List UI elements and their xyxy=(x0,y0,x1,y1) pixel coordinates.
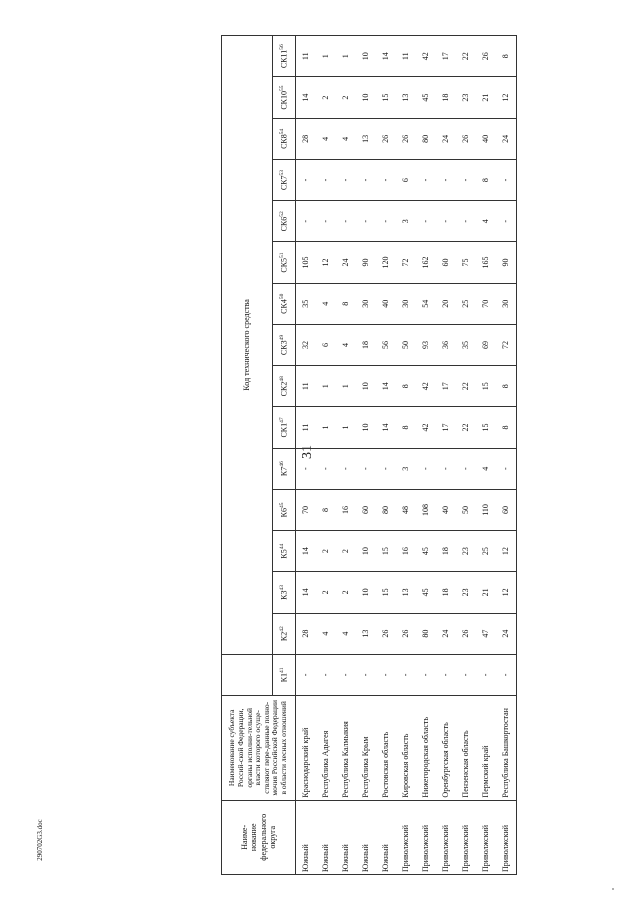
cell-value: 60 xyxy=(436,242,456,283)
table-body xyxy=(296,36,517,875)
cell-value: 3 xyxy=(396,201,416,242)
cell-value: - xyxy=(496,654,517,695)
cell-subject: Республика Башкортостан xyxy=(496,695,517,800)
cell-value: - xyxy=(336,654,356,695)
cell-value: 11 xyxy=(396,36,416,77)
cell-value: 11 xyxy=(296,366,317,407)
cell-value: 4 xyxy=(336,324,356,365)
cell-value: 21 xyxy=(476,572,496,613)
cell-value: 10 xyxy=(356,366,376,407)
cell-value: 69 xyxy=(476,324,496,365)
table-row xyxy=(456,36,476,875)
cell-value: 21 xyxy=(476,77,496,118)
cell-value: 22 xyxy=(456,407,476,448)
header-code-ск5: $СК5^{51}$ xyxy=(273,242,296,283)
cell-value: 14 xyxy=(376,36,396,77)
cell-value: 10 xyxy=(356,36,376,77)
cell-value: 8 xyxy=(396,407,416,448)
technical-means-table-wrapper xyxy=(221,35,511,875)
cell-value: - xyxy=(436,448,456,489)
scan-speck xyxy=(612,888,614,890)
table-row xyxy=(296,36,317,875)
cell-value: 26 xyxy=(456,118,476,159)
cell-value: - xyxy=(296,654,317,695)
cell-district: Южный xyxy=(316,800,336,874)
table-row xyxy=(496,36,517,875)
cell-value: 13 xyxy=(356,118,376,159)
cell-value: 80 xyxy=(376,489,396,530)
cell-value: 8 xyxy=(396,366,416,407)
cell-value: 14 xyxy=(296,531,317,572)
cell-value: 6 xyxy=(396,159,416,200)
cell-value: 18 xyxy=(356,324,376,365)
cell-value: - xyxy=(376,654,396,695)
cell-value: 54 xyxy=(416,283,436,324)
cell-value: - xyxy=(376,201,396,242)
cell-value: - xyxy=(316,201,336,242)
cell-value: - xyxy=(416,201,436,242)
cell-value: 47 xyxy=(476,613,496,654)
cell-value: 75 xyxy=(456,242,476,283)
cell-value: - xyxy=(496,159,517,200)
cell-subject: Оренбургская область xyxy=(436,695,456,800)
cell-value: 1 xyxy=(336,36,356,77)
cell-value: 40 xyxy=(376,283,396,324)
cell-value: - xyxy=(336,159,356,200)
cell-district: Приволжский xyxy=(496,800,517,874)
cell-value: 16 xyxy=(336,489,356,530)
header-federal-district: Наиме- нование федерального округа xyxy=(222,800,296,874)
cell-value: 23 xyxy=(456,572,476,613)
cell-value: - xyxy=(296,159,317,200)
cell-value: 4 xyxy=(476,201,496,242)
cell-value: 10 xyxy=(356,531,376,572)
header-code-к3: $К3^{43}$ xyxy=(273,572,296,613)
cell-value: 45 xyxy=(416,77,436,118)
cell-value: 3 xyxy=(396,448,416,489)
cell-value: - xyxy=(376,159,396,200)
cell-value: 6 xyxy=(316,324,336,365)
cell-value: 2 xyxy=(336,531,356,572)
cell-value: 4 xyxy=(316,118,336,159)
cell-value: 165 xyxy=(476,242,496,283)
cell-value: 14 xyxy=(376,407,396,448)
cell-value: 30 xyxy=(496,283,517,324)
cell-subject: Республика Калмыкия xyxy=(336,695,356,800)
cell-value: 120 xyxy=(376,242,396,283)
table-row xyxy=(356,36,376,875)
cell-value: 2 xyxy=(316,531,336,572)
cell-value: 2 xyxy=(316,77,336,118)
cell-value: 110 xyxy=(476,489,496,530)
cell-value: 15 xyxy=(476,407,496,448)
cell-value: - xyxy=(356,448,376,489)
cell-value: 32 xyxy=(296,324,317,365)
cell-value: 8 xyxy=(316,489,336,530)
cell-value: 15 xyxy=(376,531,396,572)
cell-value: 60 xyxy=(356,489,376,530)
cell-value: 12 xyxy=(496,572,517,613)
cell-value: 22 xyxy=(456,366,476,407)
cell-district: Приволжский xyxy=(436,800,456,874)
cell-value: - xyxy=(376,448,396,489)
cell-value: 16 xyxy=(396,531,416,572)
cell-value: 45 xyxy=(416,572,436,613)
cell-subject: Нижегородская область xyxy=(416,695,436,800)
table-row xyxy=(416,36,436,875)
cell-value: - xyxy=(296,448,317,489)
cell-value: 4 xyxy=(476,448,496,489)
cell-value: 8 xyxy=(476,159,496,200)
cell-value: 11 xyxy=(296,36,317,77)
cell-value: 25 xyxy=(476,531,496,572)
cell-value: - xyxy=(356,159,376,200)
cell-value: 70 xyxy=(476,283,496,324)
table-row xyxy=(396,36,416,875)
header-code-spacer xyxy=(222,654,273,695)
cell-value: 23 xyxy=(456,77,476,118)
cell-value: 8 xyxy=(496,36,517,77)
header-code-ск7: $СК7^{53}$ xyxy=(273,159,296,200)
cell-value: - xyxy=(436,201,456,242)
cell-value: - xyxy=(456,654,476,695)
cell-value: 18 xyxy=(436,77,456,118)
header-code-ск6: $СК6^{52}$ xyxy=(273,201,296,242)
cell-value: 4 xyxy=(316,613,336,654)
cell-value: 42 xyxy=(416,407,436,448)
cell-value: - xyxy=(416,448,436,489)
header-code-ск11: $СК11^{56}$ xyxy=(273,36,296,77)
header-code-ск8: $СК8^{54}$ xyxy=(273,118,296,159)
cell-value: - xyxy=(456,159,476,200)
cell-value: 8 xyxy=(496,366,517,407)
cell-value: 15 xyxy=(376,77,396,118)
cell-value: 48 xyxy=(396,489,416,530)
cell-value: 12 xyxy=(316,242,336,283)
cell-value: 1 xyxy=(316,366,336,407)
cell-value: 12 xyxy=(496,531,517,572)
cell-value: 14 xyxy=(296,77,317,118)
cell-value: 56 xyxy=(376,324,396,365)
cell-value: 72 xyxy=(396,242,416,283)
cell-value: - xyxy=(336,448,356,489)
header-subject: Наименование субъекта Россий-ской Федерации, органы исполни-тельной власти которого осуще-ствляют пере-данные полно-мочия Российской Федерации в области лесных отношений xyxy=(222,695,296,800)
table-row xyxy=(436,36,456,875)
cell-value: 14 xyxy=(376,366,396,407)
cell-value: - xyxy=(416,159,436,200)
cell-value: 93 xyxy=(416,324,436,365)
table-row xyxy=(476,36,496,875)
cell-district: Приволжский xyxy=(396,800,416,874)
cell-value: 162 xyxy=(416,242,436,283)
cell-value: - xyxy=(316,159,336,200)
cell-value: - xyxy=(476,654,496,695)
cell-value: 80 xyxy=(416,613,436,654)
cell-value: 17 xyxy=(436,407,456,448)
cell-value: 13 xyxy=(396,77,416,118)
cell-value: 25 xyxy=(456,283,476,324)
cell-value: 35 xyxy=(296,283,317,324)
cell-value: 18 xyxy=(436,531,456,572)
cell-value: 105 xyxy=(296,242,317,283)
cell-value: 4 xyxy=(316,283,336,324)
cell-value: 60 xyxy=(496,489,517,530)
cell-value: 2 xyxy=(336,77,356,118)
cell-value: 90 xyxy=(356,242,376,283)
cell-value: 26 xyxy=(376,118,396,159)
cell-value: 13 xyxy=(356,613,376,654)
cell-district: Южный xyxy=(356,800,376,874)
cell-value: - xyxy=(496,448,517,489)
cell-value: - xyxy=(416,654,436,695)
document-footer: 290702G3.doc xyxy=(36,819,44,861)
cell-value: 24 xyxy=(436,118,456,159)
cell-value: 18 xyxy=(436,572,456,613)
header-code-к6: $К6^{45}$ xyxy=(273,489,296,530)
cell-value: 40 xyxy=(476,118,496,159)
cell-district: Южный xyxy=(376,800,396,874)
cell-district: Приволжский xyxy=(456,800,476,874)
cell-value: 10 xyxy=(356,572,376,613)
cell-value: 20 xyxy=(436,283,456,324)
header-code-ск4: $СК4^{50}$ xyxy=(273,283,296,324)
cell-value: 35 xyxy=(456,324,476,365)
cell-value: 28 xyxy=(296,118,317,159)
cell-value: - xyxy=(436,159,456,200)
cell-value: 42 xyxy=(416,366,436,407)
cell-value: 90 xyxy=(496,242,517,283)
cell-value: 108 xyxy=(416,489,436,530)
cell-value: 10 xyxy=(356,407,376,448)
cell-value: 17 xyxy=(436,36,456,77)
cell-value: 80 xyxy=(416,118,436,159)
cell-value: 23 xyxy=(456,531,476,572)
cell-value: 15 xyxy=(476,366,496,407)
cell-value: 42 xyxy=(416,36,436,77)
cell-value: - xyxy=(316,654,336,695)
cell-district: Южный xyxy=(336,800,356,874)
header-code-ск3: $СК3^{49}$ xyxy=(273,324,296,365)
header-code-к5: $К5^{44}$ xyxy=(273,531,296,572)
cell-value: 4 xyxy=(336,118,356,159)
cell-value: 26 xyxy=(376,613,396,654)
cell-district: Приволжский xyxy=(476,800,496,874)
cell-subject: Ростовская область xyxy=(376,695,396,800)
cell-value: - xyxy=(436,654,456,695)
cell-value: 1 xyxy=(316,407,336,448)
header-code-к7: $К7^{46}$ xyxy=(273,448,296,489)
cell-value: - xyxy=(356,654,376,695)
cell-value: 22 xyxy=(456,36,476,77)
cell-value: 50 xyxy=(396,324,416,365)
cell-value: 1 xyxy=(316,36,336,77)
technical-means-table xyxy=(221,35,517,875)
cell-value: 26 xyxy=(476,36,496,77)
cell-subject: Республика Крым xyxy=(356,695,376,800)
header-code-group: Код технического средства xyxy=(222,36,273,655)
header-code-ск10: $СК10^{55}$ xyxy=(273,77,296,118)
cell-value: 36 xyxy=(436,324,456,365)
cell-subject: Пермский край xyxy=(476,695,496,800)
cell-subject: Кировская область xyxy=(396,695,416,800)
cell-value: 4 xyxy=(336,613,356,654)
cell-value: - xyxy=(496,201,517,242)
cell-value: 26 xyxy=(396,118,416,159)
cell-value: 50 xyxy=(456,489,476,530)
cell-value: 8 xyxy=(336,283,356,324)
cell-value: - xyxy=(396,654,416,695)
cell-value: - xyxy=(316,448,336,489)
cell-district: Приволжский xyxy=(416,800,436,874)
cell-value: - xyxy=(456,201,476,242)
cell-value: - xyxy=(456,448,476,489)
cell-value: 11 xyxy=(296,407,317,448)
cell-value: 70 xyxy=(296,489,317,530)
cell-value: 72 xyxy=(496,324,517,365)
cell-value: 24 xyxy=(496,118,517,159)
cell-value: 14 xyxy=(296,572,317,613)
header-code-ск1: $СК1^{47}$ xyxy=(273,407,296,448)
cell-subject: Республика Адыгея xyxy=(316,695,336,800)
header-code-к2: $К2^{42}$ xyxy=(273,613,296,654)
table-row xyxy=(336,36,356,875)
cell-value: 40 xyxy=(436,489,456,530)
cell-value: 2 xyxy=(336,572,356,613)
cell-district: Южный xyxy=(296,800,317,874)
cell-value: 15 xyxy=(376,572,396,613)
cell-value: - xyxy=(336,201,356,242)
cell-value: 1 xyxy=(336,366,356,407)
cell-value: 10 xyxy=(356,77,376,118)
cell-value: 24 xyxy=(336,242,356,283)
cell-value: 26 xyxy=(456,613,476,654)
cell-value: 1 xyxy=(336,407,356,448)
header-code-ск2: $СК2^{48}$ xyxy=(273,366,296,407)
table-row xyxy=(376,36,396,875)
cell-subject: Краснодарский край xyxy=(296,695,317,800)
cell-value: 13 xyxy=(396,572,416,613)
table-row xyxy=(316,36,336,875)
cell-value: 2 xyxy=(316,572,336,613)
cell-value: 8 xyxy=(496,407,517,448)
cell-value: 28 xyxy=(296,613,317,654)
page-number: 31 xyxy=(300,445,315,459)
cell-value: 45 xyxy=(416,531,436,572)
cell-value: 26 xyxy=(396,613,416,654)
cell-value: 30 xyxy=(356,283,376,324)
cell-value: 24 xyxy=(496,613,517,654)
cell-value: 12 xyxy=(496,77,517,118)
cell-subject: Пензенская область xyxy=(456,695,476,800)
cell-value: - xyxy=(296,201,317,242)
cell-value: 17 xyxy=(436,366,456,407)
cell-value: 30 xyxy=(396,283,416,324)
cell-value: 24 xyxy=(436,613,456,654)
cell-value: - xyxy=(356,201,376,242)
header-code-к1: $К1^{41}$ xyxy=(273,654,296,695)
